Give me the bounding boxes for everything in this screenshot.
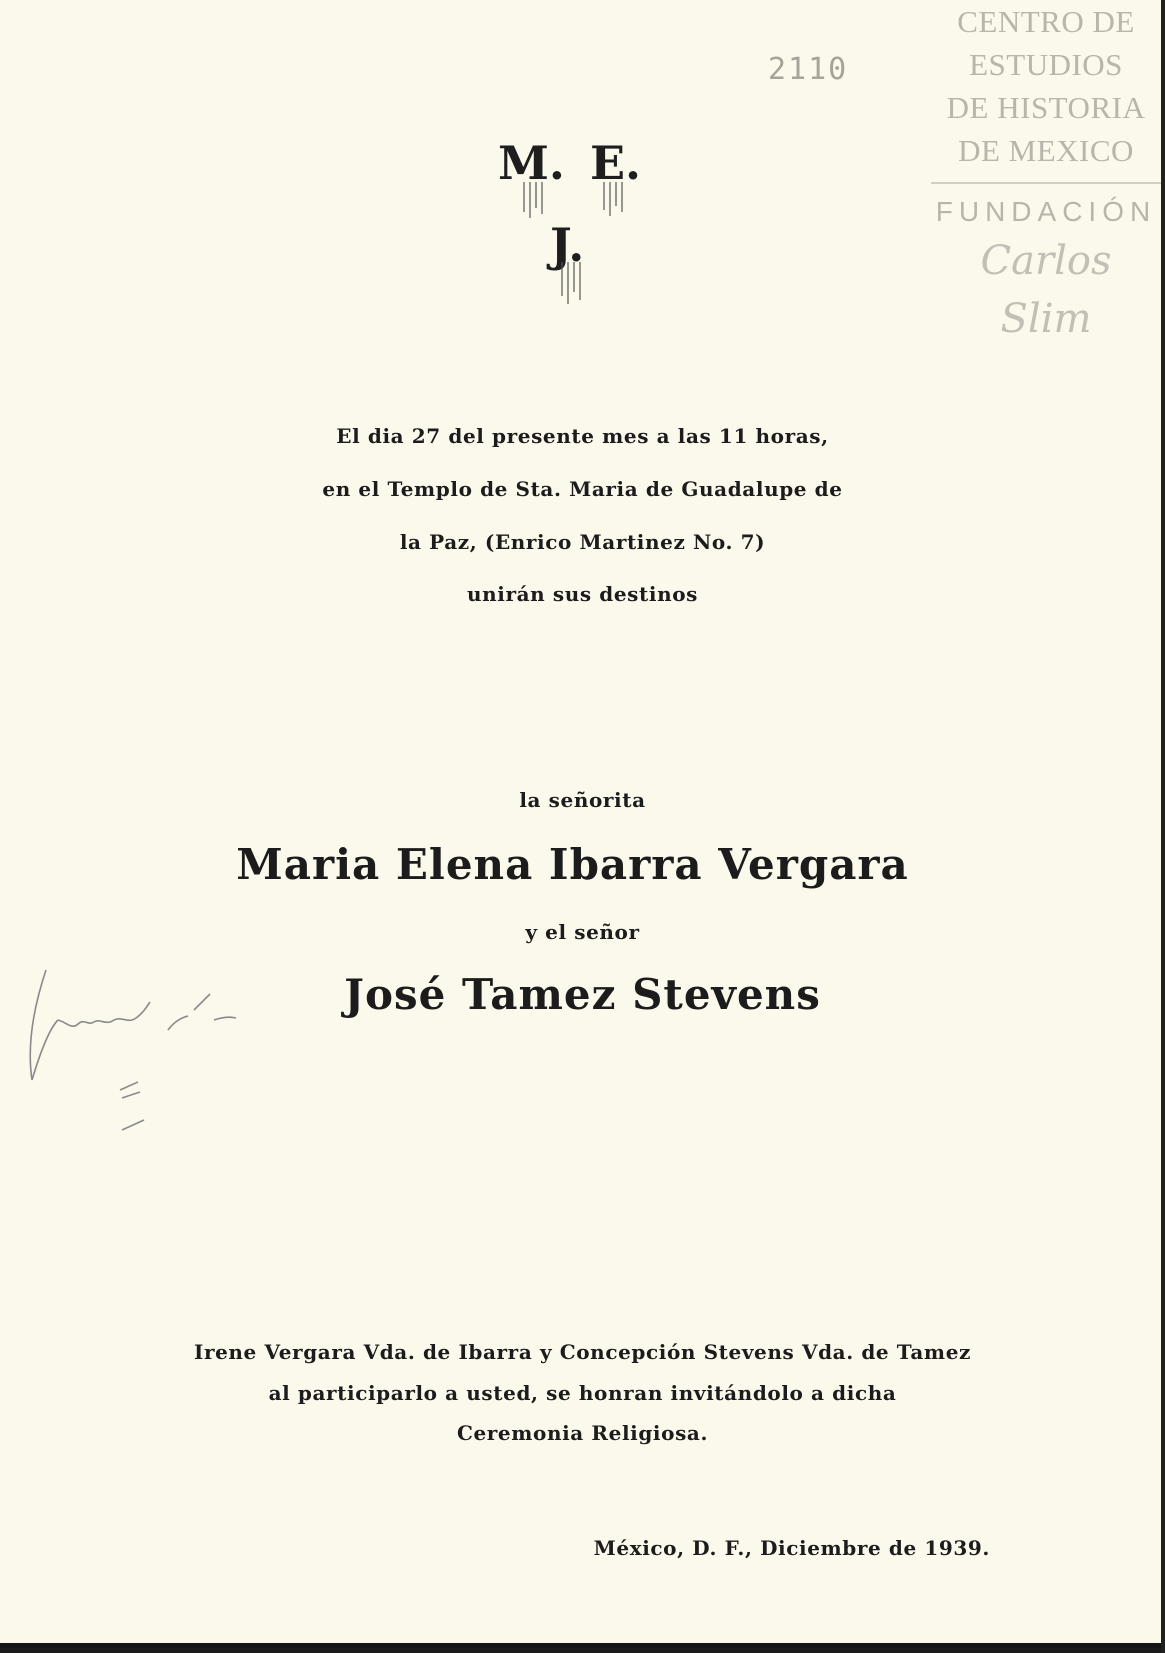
monogram-letter-m: M. [498, 136, 565, 190]
page-right-edge [1161, 0, 1165, 1653]
intro-line: en el Templo de Sta. Maria de Guadalupe de [322, 477, 843, 501]
monogram-drip-ornament [556, 262, 596, 312]
monogram-drip-ornament [598, 182, 638, 222]
handwritten-pencil-note [18, 960, 248, 1160]
bride-name: Maria Elena Ibarra Vergara [236, 840, 909, 889]
watermark-line: CENTRO DE [957, 4, 1135, 39]
hosts-line: Irene Vergara Vda. de Ibarra y Concepción Stevens Vda. de Tamez [194, 1340, 971, 1364]
watermark-signature: Carlos Slim [980, 238, 1112, 342]
groom-name: José Tamez Stevens [344, 970, 821, 1019]
groom-title: y el señor [525, 920, 640, 944]
hosts-line: al participarlo a usted, se honran invitándolo a dicha [268, 1381, 897, 1405]
watermark-line: DE HISTORIA [946, 90, 1146, 125]
bride-title: la señorita [519, 788, 646, 812]
intro-line: la Paz, (Enrico Martinez No. 7) [399, 530, 766, 554]
watermark-foundation: FUNDACIÓN [935, 196, 1157, 227]
monogram-letter-e: E. [590, 136, 642, 190]
monogram-letter-j: J. [550, 218, 585, 272]
archive-stamp-number: 2110 [768, 52, 849, 87]
page-bottom-edge [0, 1643, 1165, 1648]
monogram-drip-ornament [518, 182, 558, 222]
intro-line: El dia 27 del presente mes a las 11 horas, [336, 424, 829, 448]
monogram [0, 0, 1165, 320]
place-and-date: México, D. F., Diciembre de 1939. [593, 1536, 990, 1560]
watermark-line: DE MEXICO [958, 133, 1134, 168]
intro-line: unirán sus destinos [466, 582, 699, 606]
hosts-line: Ceremonia Religiosa. [456, 1421, 709, 1445]
watermark-line: ESTUDIOS [969, 47, 1123, 82]
